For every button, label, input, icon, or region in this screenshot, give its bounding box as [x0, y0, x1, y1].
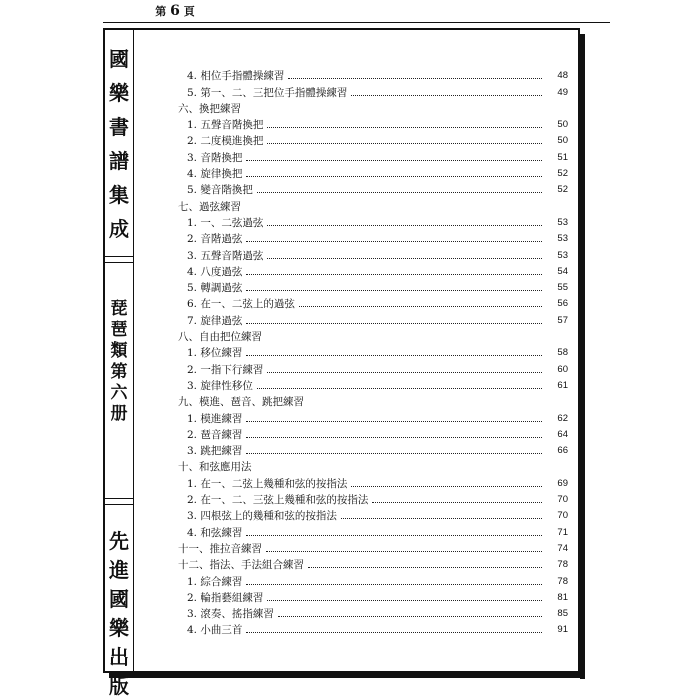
page-prefix: 第 [155, 5, 167, 18]
toc-item-row [178, 605, 568, 621]
spine-char: 第 [110, 362, 128, 382]
toc-page-number: 53 [557, 216, 568, 228]
page-header [140, 2, 210, 20]
toc-item-row [178, 311, 568, 327]
toc-label: 5. 第一、二、三把位手指體操練習 [178, 86, 351, 100]
toc-label: 九、模進、琶音、跳把練習 [178, 395, 308, 409]
dot-leader [246, 160, 542, 161]
toc-page-number: 55 [557, 282, 568, 294]
spine-divider [105, 262, 133, 263]
toc-item-row [178, 67, 568, 83]
toc-label: 2. 二度模進換把 [178, 134, 267, 148]
toc-item-row [178, 442, 568, 458]
toc-item-row [178, 360, 568, 376]
toc-page-number: 60 [557, 363, 568, 375]
toc-section-row [178, 328, 568, 344]
dot-leader [246, 421, 542, 422]
toc-page-number: 50 [557, 135, 568, 147]
toc-item-row [178, 132, 568, 148]
toc-item-row [178, 491, 568, 507]
toc-label: 3. 滾奏、搖指練習 [178, 607, 278, 621]
dot-leader [267, 225, 542, 226]
toc-item-row [178, 181, 568, 197]
toc-page-number: 81 [557, 591, 568, 603]
toc-section-row [178, 540, 568, 556]
toc-item-row [178, 279, 568, 295]
page-suffix: 頁 [183, 5, 195, 18]
toc-item-row [178, 409, 568, 425]
spine-divider [105, 256, 133, 257]
toc-page-number: 51 [557, 151, 568, 163]
toc-page-number: 53 [557, 249, 568, 261]
spine-char: 集 [109, 183, 129, 207]
toc-label: 八、自由把位練習 [178, 330, 266, 344]
toc-item-row [178, 572, 568, 588]
dot-leader [246, 437, 542, 438]
toc-label: 4. 和弦練習 [178, 526, 246, 540]
toc-section-row [178, 197, 568, 213]
toc-item-row [178, 474, 568, 490]
book-spine [105, 30, 134, 698]
toc-label: 1. 在一、二弦上幾種和弦的按指法 [178, 477, 351, 491]
toc-page-number: 64 [557, 428, 568, 440]
toc-label: 十一、推拉音練習 [178, 542, 266, 556]
toc-page-number: 57 [557, 314, 568, 326]
toc-page-number: 56 [557, 298, 568, 310]
toc-label: 1. 五聲音階換把 [178, 118, 267, 132]
dot-leader [266, 551, 542, 552]
toc-label: 6. 在一、二弦上的過弦 [178, 297, 299, 311]
dot-leader [246, 241, 542, 242]
toc-item-row [178, 214, 568, 230]
toc-label: 1. 移位練習 [178, 346, 246, 360]
toc-page-number: 69 [557, 477, 568, 489]
toc-page-number: 85 [557, 608, 568, 620]
dot-leader [257, 192, 542, 193]
toc-page-number: 78 [557, 575, 568, 587]
toc-label: 3. 旋律性移位 [178, 379, 257, 393]
toc-label: 2. 在一、二、三弦上幾種和弦的按指法 [178, 493, 372, 507]
toc-label: 2. 輪指藝組練習 [178, 591, 267, 605]
dot-leader [267, 372, 542, 373]
toc-page-number: 52 [557, 168, 568, 180]
dot-leader [299, 306, 542, 307]
toc-page-number: 70 [557, 510, 568, 522]
spine-char: 琶 [110, 320, 128, 340]
toc-label: 1. 一、二弦過弦 [178, 216, 267, 230]
dot-leader [246, 535, 542, 536]
toc-label: 3. 跳把練習 [178, 444, 246, 458]
toc-page-number: 66 [557, 445, 568, 457]
toc-label: 1. 綜合練習 [178, 575, 246, 589]
spine-char: 書 [109, 115, 129, 139]
toc-item-row [178, 426, 568, 442]
spine-char: 進 [109, 558, 129, 582]
dot-leader [246, 274, 542, 275]
toc-item-row [178, 246, 568, 262]
dot-leader [246, 584, 542, 585]
toc-page-number: 62 [557, 412, 568, 424]
spine-char: 六 [110, 383, 128, 403]
toc-page-number: 74 [557, 542, 568, 554]
toc-label: 十、和弦應用法 [178, 460, 256, 474]
spine-title [105, 48, 133, 240]
dot-leader [372, 502, 542, 503]
toc-item-row [178, 507, 568, 523]
spine-char: 類 [110, 341, 128, 361]
toc-section-row [178, 100, 568, 116]
toc-label: 4. 旋律換把 [178, 167, 246, 181]
dot-leader [267, 600, 542, 601]
spine-divider [105, 498, 133, 499]
toc-label: 3. 五聲音階過弦 [178, 249, 267, 263]
toc-label: 3. 音階換把 [178, 151, 246, 165]
toc-item-row [178, 230, 568, 246]
toc-section-row [178, 556, 568, 572]
dot-leader [246, 355, 542, 356]
dot-leader [246, 632, 542, 633]
toc-page-number: 58 [557, 347, 568, 359]
spine-publisher [105, 530, 133, 697]
dot-leader [267, 258, 542, 259]
dot-leader [288, 78, 542, 79]
toc-item-row [178, 165, 568, 181]
toc-page-number: 53 [557, 233, 568, 245]
dot-leader [246, 453, 542, 454]
frame-shadow-right [580, 34, 585, 679]
spine-char: 版 [109, 674, 129, 698]
spine-char: 樂 [109, 81, 129, 105]
dot-leader [267, 143, 542, 144]
spine-char: 先 [109, 529, 129, 553]
dot-leader [246, 323, 542, 324]
toc-page-number: 71 [557, 526, 568, 538]
toc-label: 7. 旋律過弦 [178, 314, 246, 328]
toc-page-number: 70 [557, 494, 568, 506]
dot-leader [267, 127, 542, 128]
dot-leader [351, 95, 542, 96]
spine-divider [105, 504, 133, 505]
toc-label: 4. 八度過弦 [178, 265, 246, 279]
toc-label: 2. 琶音練習 [178, 428, 246, 442]
dot-leader [257, 388, 542, 389]
page-number: 6 [170, 3, 180, 19]
toc-section-row [178, 393, 568, 409]
toc-label: 七、過弦練習 [178, 200, 245, 214]
dot-leader [278, 616, 542, 617]
toc-page-number: 61 [557, 379, 568, 391]
spine-subtitle [105, 300, 133, 424]
toc-item-row [178, 116, 568, 132]
toc-page-number: 52 [557, 184, 568, 196]
spine-char: 琵 [110, 299, 128, 319]
toc-item-row [178, 589, 568, 605]
spine-char: 出 [109, 645, 129, 669]
toc-item-row [178, 344, 568, 360]
toc-page-number: 78 [557, 559, 568, 571]
toc-page-number: 91 [557, 624, 568, 636]
toc-label: 2. 音階過弦 [178, 232, 246, 246]
toc-page-number: 54 [557, 265, 568, 277]
toc-page-number: 49 [557, 86, 568, 98]
table-of-contents [178, 67, 568, 637]
spine-char: 樂 [109, 616, 129, 640]
toc-item-row [178, 621, 568, 637]
toc-item-row [178, 295, 568, 311]
dot-leader [246, 176, 542, 177]
header-rule [103, 22, 610, 23]
spine-char: 譜 [109, 149, 129, 173]
toc-label: 1. 模進練習 [178, 412, 246, 426]
frame-shadow-bottom [109, 673, 585, 678]
spine-char: 國 [109, 47, 129, 71]
toc-item-row [178, 83, 568, 99]
spine-char: 成 [109, 217, 129, 241]
toc-item-row [178, 523, 568, 539]
toc-label: 2. 一指下行練習 [178, 363, 267, 377]
spine-char: 國 [109, 587, 129, 611]
toc-label: 十二、指法、手法組合練習 [178, 558, 308, 572]
dot-leader [246, 290, 542, 291]
toc-item-row [178, 263, 568, 279]
toc-item-row [178, 148, 568, 164]
toc-label: 六、換把練習 [178, 102, 245, 116]
spine-char: 册 [110, 404, 128, 424]
dot-leader [308, 567, 542, 568]
toc-page-number: 50 [557, 119, 568, 131]
toc-label: 5. 轉調過弦 [178, 281, 246, 295]
toc-section-row [178, 458, 568, 474]
toc-page-number: 48 [557, 70, 568, 82]
toc-label: 5. 變音階換把 [178, 183, 257, 197]
toc-label: 4. 相位手指體操練習 [178, 69, 288, 83]
dot-leader [341, 518, 542, 519]
toc-item-row [178, 377, 568, 393]
dot-leader [351, 486, 542, 487]
toc-label: 4. 小曲三首 [178, 623, 246, 637]
toc-label: 3. 四根弦上的幾種和弦的按指法 [178, 509, 341, 523]
